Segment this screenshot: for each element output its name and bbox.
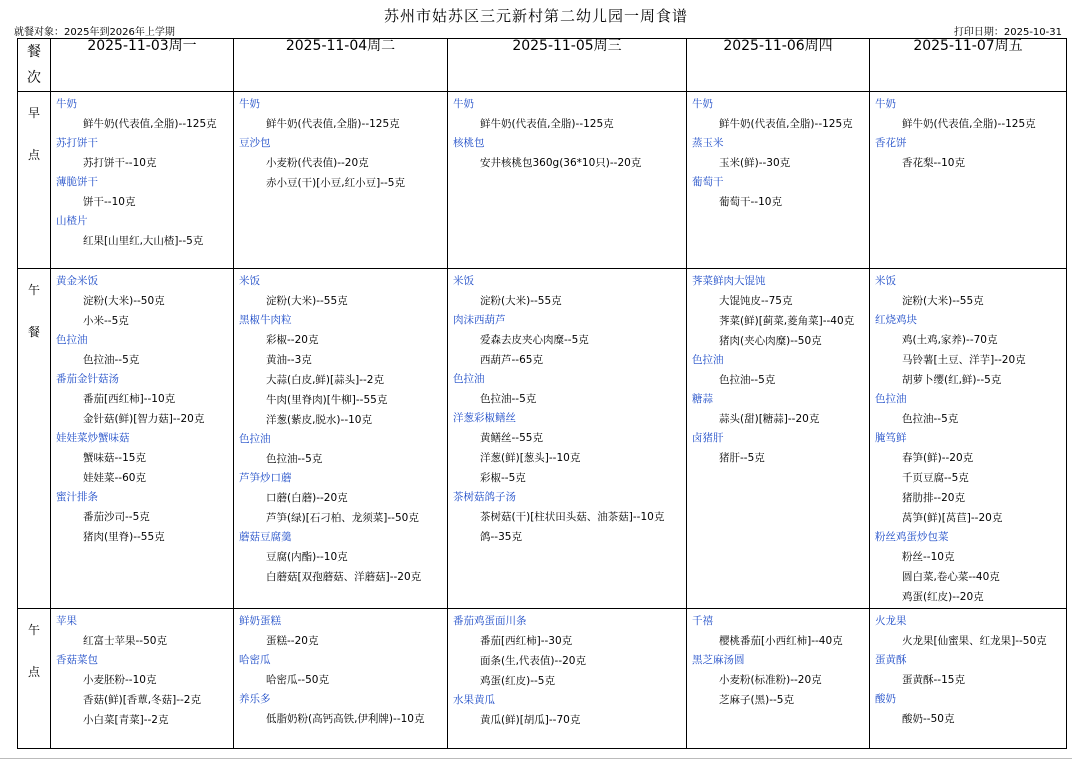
meal-label-char: 午	[27, 623, 40, 637]
ingredient-line: 荠菜(鲜)[蓟菜,菱角菜]--40克	[719, 315, 855, 327]
ingredient-line: 洋葱(鲜)[葱头]--10克	[480, 452, 581, 464]
dish-name: 肉沫西葫芦	[453, 314, 506, 326]
ingredient-line: 红富士苹果--50克	[83, 635, 167, 647]
meal-row	[18, 269, 1067, 609]
ingredient-line: 娃娃菜--60克	[83, 472, 146, 484]
ingredient-line: 香菇(鲜)[香蕈,冬菇]--2克	[83, 694, 201, 706]
day-header	[448, 39, 687, 92]
dish-name: 火龙果	[875, 615, 907, 627]
dish-name: 芦笋炒口蘑	[239, 472, 292, 484]
menu-cell	[687, 269, 870, 609]
day-header	[234, 39, 448, 92]
bottom-divider	[0, 758, 1072, 759]
ingredient-line: 低脂奶粉(高钙高铁,伊利牌)--10克	[266, 713, 425, 725]
ingredient-line: 莴笋(鲜)[莴苣]--20克	[902, 512, 1003, 524]
day-header	[687, 39, 870, 92]
print-date: 打印日期：2025-10-31	[953, 27, 1062, 38]
dish-name: 卤猪肝	[692, 432, 724, 444]
ingredient-line: 香花梨--10克	[902, 157, 965, 169]
menu-cell	[687, 609, 870, 749]
dish-name: 水果黄瓜	[453, 694, 495, 706]
meal-label-char: 餐	[27, 325, 40, 339]
ingredient-line: 蟹味菇--15克	[83, 452, 146, 464]
ingredient-line: 安井核桃包360g(36*10只)--20克	[480, 157, 642, 169]
ingredient-line: 鲜牛奶(代表值,全脂)--125克	[480, 118, 614, 130]
dish-name: 粉丝鸡蛋炒包菜	[875, 531, 949, 543]
menu-cell	[234, 92, 448, 269]
ingredient-line: 彩椒--5克	[480, 472, 526, 484]
dish-name: 米饭	[453, 275, 474, 287]
ingredient-line: 洋葱(紫皮,脱水)--10克	[266, 414, 372, 426]
ingredient-line: 西葫芦--65克	[480, 354, 543, 366]
ingredient-line: 淀粉(大米)--55克	[480, 295, 562, 307]
meal-label-char: 早	[27, 106, 40, 120]
ingredient-line: 胡萝卜缨(红,鲜)--5克	[902, 374, 1002, 386]
menu-cell	[51, 269, 234, 609]
meal-row	[18, 609, 1067, 749]
ingredient-line: 牛肉(里脊肉)[牛柳]--55克	[266, 394, 388, 406]
meal-label-char: 午	[27, 283, 40, 297]
ingredient-line: 鸡蛋(红皮)--5克	[480, 675, 555, 687]
dish-name: 色拉油	[239, 433, 271, 445]
dish-name: 苏打饼干	[56, 137, 98, 149]
menu-cell	[51, 92, 234, 269]
dish-name: 核桃包	[453, 137, 485, 149]
dish-name: 番茄鸡蛋面川条	[453, 615, 527, 627]
ingredient-line: 马铃薯[土豆、洋芋]--20克	[902, 354, 1026, 366]
ingredient-line: 口蘑(白蘑)--20克	[266, 492, 348, 504]
dish-name: 豆沙包	[239, 137, 271, 149]
dish-name: 哈密瓜	[239, 654, 271, 666]
ingredient-line: 圆白菜,卷心菜--40克	[902, 571, 1000, 583]
menu-cell	[234, 609, 448, 749]
ingredient-line: 芝麻子(黑)--5克	[719, 694, 794, 706]
ingredient-line: 小白菜[青菜]--2克	[83, 714, 169, 726]
ingredient-line: 火龙果[仙蜜果、红龙果]--50克	[902, 635, 1047, 647]
ingredient-line: 小米--5克	[83, 315, 129, 327]
dish-name: 番茄金针菇汤	[56, 373, 119, 385]
ingredient-line: 鸡(土鸡,家养)--70克	[902, 334, 998, 346]
ingredient-line: 葡萄干--10克	[719, 196, 782, 208]
dish-name: 糖蒜	[692, 393, 713, 405]
dish-name: 酸奶	[875, 693, 896, 705]
ingredient-line: 色拉油--5克	[902, 413, 959, 425]
ingredient-line: 小麦粉(代表值)--20克	[266, 157, 369, 169]
ingredient-line: 猪肋排--20克	[902, 492, 965, 504]
ingredient-line: 哈密瓜--50克	[266, 674, 329, 686]
ingredient-line: 淀粉(大米)--55克	[266, 295, 348, 307]
ingredient-line: 酸奶--50克	[902, 713, 955, 725]
dish-name: 香菇菜包	[56, 654, 98, 666]
dish-name: 牛奶	[239, 98, 260, 110]
ingredient-line: 樱桃番茄[小西红柿]--40克	[719, 635, 843, 647]
dish-name: 蘑菇豆腐羹	[239, 531, 292, 543]
dish-name: 娃娃菜炒蟹味菇	[56, 432, 130, 444]
day-header-label: 2025-11-05周三	[512, 38, 622, 54]
ingredient-line: 大馄饨皮--75克	[719, 295, 793, 307]
menu-cell	[870, 92, 1067, 269]
dish-name: 山楂片	[56, 215, 88, 227]
dish-name: 黑芝麻汤圆	[692, 654, 745, 666]
dish-name: 千禧	[692, 615, 713, 627]
menu-cell	[448, 92, 687, 269]
meal-header-char: 次	[27, 70, 41, 86]
ingredient-line: 小麦胚粉--10克	[83, 674, 157, 686]
dish-name: 香花饼	[875, 137, 907, 149]
meal-label	[18, 92, 51, 269]
ingredient-line: 蛋糕--20克	[266, 635, 319, 647]
meal-label	[18, 269, 51, 609]
ingredient-line: 猪肉(里脊)--55克	[83, 531, 165, 543]
ingredient-line: 苏打饼干--10克	[83, 157, 157, 169]
dish-name: 葡萄干	[692, 176, 724, 188]
menu-cell	[687, 92, 870, 269]
dish-name: 蛋黄酥	[875, 654, 907, 666]
ingredient-line: 色拉油--5克	[719, 374, 776, 386]
ingredient-line: 黄瓜(鲜)[胡瓜]--70克	[480, 714, 581, 726]
ingredient-line: 彩椒--20克	[266, 334, 319, 346]
ingredient-line: 番茄[西红柿]--10克	[83, 393, 176, 405]
day-header	[51, 39, 234, 92]
ingredient-line: 爱森去皮夹心肉糜--5克	[480, 334, 589, 346]
dish-name: 茶树菇鸽子汤	[453, 491, 516, 503]
dish-name: 色拉油	[56, 334, 88, 346]
dish-name: 苹果	[56, 615, 77, 627]
ingredient-line: 黄油--3克	[266, 354, 312, 366]
ingredient-line: 猪肝--5克	[719, 452, 765, 464]
menu-cell	[234, 269, 448, 609]
ingredient-line: 面条(生,代表值)--20克	[480, 655, 586, 667]
dish-name: 牛奶	[875, 98, 896, 110]
ingredient-line: 鲜牛奶(代表值,全脂)--125克	[902, 118, 1036, 130]
ingredient-line: 茶树菇(干)[柱状田头菇、油茶菇]--10克	[480, 511, 665, 523]
dish-name: 养乐多	[239, 693, 271, 705]
menu-cell	[870, 269, 1067, 609]
day-header-label: 2025-11-06周四	[723, 38, 833, 54]
dish-name: 米饭	[239, 275, 260, 287]
ingredient-line: 粉丝--10克	[902, 551, 955, 563]
dish-name: 色拉油	[692, 354, 724, 366]
page-title: 苏州市姑苏区三元新村第二幼儿园一周食谱	[383, 7, 688, 25]
menu-cell	[51, 609, 234, 749]
ingredient-line: 赤小豆(干)[小豆,红小豆]--5克	[266, 177, 405, 189]
meal-header-char: 餐	[27, 44, 41, 60]
ingredient-line: 色拉油--5克	[266, 453, 323, 465]
day-header-label: 2025-11-07周五	[913, 38, 1023, 54]
audience-label: 就餐对象：2025年到2026年上学期	[14, 27, 175, 38]
ingredient-line: 芦笋(绿)[石刁柏、龙须菜]--50克	[266, 512, 419, 524]
dish-name: 红烧鸡块	[875, 314, 917, 326]
ingredient-line: 白蘑菇[双孢蘑菇、洋蘑菇]--20克	[266, 571, 422, 583]
ingredient-line: 番茄[西红柿]--30克	[480, 635, 573, 647]
dish-name: 米饭	[875, 275, 896, 287]
dish-name: 色拉油	[875, 393, 907, 405]
ingredient-line: 色拉油--5克	[83, 354, 140, 366]
dish-name: 牛奶	[692, 98, 713, 110]
ingredient-line: 淀粉(大米)--55克	[902, 295, 984, 307]
day-header-label: 2025-11-04周二	[285, 38, 396, 54]
ingredient-line: 金针菇(鲜)[智力菇]--20克	[83, 413, 205, 425]
meal-column-header	[18, 39, 51, 92]
ingredient-line: 大蒜(白皮,鲜)[蒜头]--2克	[266, 374, 384, 386]
ingredient-line: 淀粉(大米)--50克	[83, 295, 165, 307]
day-header-label: 2025-11-03周一	[87, 38, 197, 54]
ingredient-line: 蛋黄酥--15克	[902, 674, 965, 686]
ingredient-line: 鲜牛奶(代表值,全脂)--125克	[83, 118, 217, 130]
table-header-row	[18, 39, 1067, 92]
ingredient-line: 蒜头(甜)[糖蒜]--20克	[719, 413, 820, 425]
dish-name: 洋葱彩椒鳝丝	[453, 412, 516, 424]
meal-label-char: 点	[27, 665, 40, 679]
dish-name: 牛奶	[56, 98, 77, 110]
menu-cell	[870, 609, 1067, 749]
ingredient-line: 番茄沙司--5克	[83, 511, 150, 523]
meal-label-char: 点	[27, 148, 40, 162]
menu-cell	[448, 609, 687, 749]
ingredient-line: 鸽--35克	[480, 531, 522, 543]
dish-name: 蜜汁排条	[56, 491, 98, 503]
dish-name: 黑椒牛肉粒	[239, 314, 292, 326]
ingredient-line: 猪肉(夹心肉糜)--50克	[719, 335, 822, 347]
ingredient-line: 小麦粉(标准粉)--20克	[719, 674, 822, 686]
ingredient-line: 鲜牛奶(代表值,全脂)--125克	[719, 118, 853, 130]
meal-row	[18, 92, 1067, 269]
dish-name: 蒸玉米	[692, 137, 724, 149]
dish-name: 腌笃鲜	[875, 432, 907, 444]
day-header	[870, 39, 1067, 92]
dish-name: 黄金米饭	[56, 275, 98, 287]
ingredient-line: 春笋(鲜)--20克	[902, 452, 974, 464]
ingredient-line: 鲜牛奶(代表值,全脂)--125克	[266, 118, 400, 130]
dish-name: 色拉油	[453, 373, 485, 385]
ingredient-line: 红果[山里红,大山楂]--5克	[83, 235, 204, 247]
dish-name: 薄脆饼干	[56, 176, 98, 188]
dish-name: 鲜奶蛋糕	[239, 615, 281, 627]
dish-name: 牛奶	[453, 98, 474, 110]
ingredient-line: 鸡蛋(红皮)--20克	[902, 591, 984, 603]
ingredient-line: 黄鳝丝--55克	[480, 432, 543, 444]
dish-name: 荠菜鲜肉大馄饨	[692, 275, 766, 287]
ingredient-line: 千页豆腐--5克	[902, 472, 969, 484]
ingredient-line: 饼干--10克	[83, 196, 136, 208]
ingredient-line: 玉米(鲜)--30克	[719, 157, 791, 169]
weekly-menu-table	[17, 38, 1067, 749]
meal-label	[18, 609, 51, 749]
ingredient-line: 色拉油--5克	[480, 393, 537, 405]
menu-cell	[448, 269, 687, 609]
ingredient-line: 豆腐(内酯)--10克	[266, 551, 348, 563]
